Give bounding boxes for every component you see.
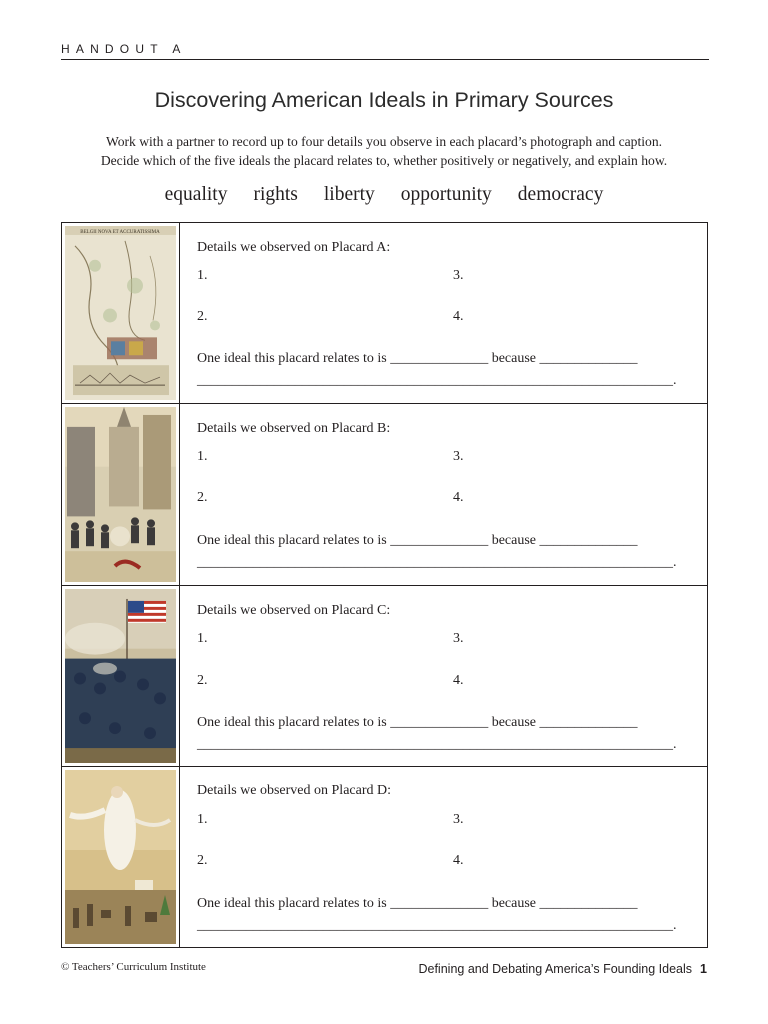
instructions-line-1: Work with a partner to record up to four details you observe in each placard’s photograph and caption. bbox=[105, 134, 663, 149]
placard-d-item-3: 3. bbox=[453, 812, 464, 827]
placard-c-answer-line: ____________________________________________________________________. bbox=[197, 737, 677, 752]
placard-row-d bbox=[62, 767, 707, 947]
placard-a-heading: Details we observed on Placard A: bbox=[197, 240, 391, 255]
placard-a-image bbox=[62, 223, 180, 403]
ideal-democracy: democracy bbox=[517, 184, 604, 205]
placard-a-item-3: 3. bbox=[453, 268, 464, 283]
placard-d-answer-line: ____________________________________________________________________. bbox=[197, 918, 677, 933]
placard-c-item-2: 2. bbox=[197, 673, 208, 688]
placard-c-image bbox=[62, 586, 180, 766]
placard-d-item-1: 1. bbox=[197, 812, 208, 827]
placard-b-answer-line: ____________________________________________________________________. bbox=[197, 555, 677, 570]
handout-label: HANDOUT A bbox=[61, 42, 187, 56]
copyright-notice: © Teachers’ Curriculum Institute bbox=[61, 961, 206, 973]
placard-row-a bbox=[62, 223, 707, 404]
placard-b-item-2: 2. bbox=[197, 490, 208, 505]
placard-a-ideal-line: One ideal this placard relates to is ______________ because ______________ bbox=[197, 351, 638, 366]
page-number: 1 bbox=[700, 962, 707, 976]
placard-c-heading: Details we observed on Placard C: bbox=[197, 603, 391, 618]
placard-c-ideal-line: One ideal this placard relates to is ______________ because ______________ bbox=[197, 715, 638, 730]
placard-d-heading: Details we observed on Placard D: bbox=[197, 783, 391, 798]
page-title: Discovering American Ideals in Primary Sources bbox=[154, 88, 614, 112]
placard-b-item-3: 3. bbox=[453, 449, 464, 464]
placard-a-item-4: 4. bbox=[453, 309, 464, 324]
placard-d-item-2: 2. bbox=[197, 853, 208, 868]
footer-book-info bbox=[418, 962, 707, 976]
header-rule bbox=[61, 59, 709, 60]
street-scene-illustration bbox=[65, 407, 176, 582]
placard-b-ideal-line: One ideal this placard relates to is ______________ because ______________ bbox=[197, 533, 638, 548]
placard-b-item-1: 1. bbox=[197, 449, 208, 464]
westward-scene-illustration bbox=[65, 770, 176, 944]
ideal-opportunity: opportunity bbox=[400, 184, 492, 205]
placard-c-item-4: 4. bbox=[453, 673, 464, 688]
ideal-equality: equality bbox=[164, 184, 228, 205]
map-cartouche-text: BELGII NOVA ET ACCURATISSIMA bbox=[80, 229, 160, 235]
placard-d-item-4: 4. bbox=[453, 853, 464, 868]
ideal-rights: rights bbox=[253, 184, 298, 205]
placard-c-item-1: 1. bbox=[197, 631, 208, 646]
placard-d-ideal-line: One ideal this placard relates to is ______________ because ______________ bbox=[197, 896, 638, 911]
placard-row-b bbox=[62, 404, 707, 586]
ideal-liberty: liberty bbox=[323, 184, 375, 205]
placard-table bbox=[61, 222, 708, 948]
placard-a-item-1: 1. bbox=[197, 268, 208, 283]
ideals-list bbox=[0, 184, 768, 206]
book-title: Defining and Debating America’s Founding Ideals bbox=[418, 962, 693, 976]
placard-c-item-3: 3. bbox=[453, 631, 464, 646]
placard-a-answer-line: ____________________________________________________________________. bbox=[197, 373, 677, 388]
map-illustration bbox=[65, 226, 176, 400]
placard-row-c bbox=[62, 586, 707, 767]
placard-b-item-4: 4. bbox=[453, 490, 464, 505]
instructions-line-2: Decide which of the five ideals the placard relates to, whether positively or negatively, and explain how. bbox=[100, 153, 668, 168]
placard-b-image bbox=[62, 404, 180, 585]
placard-b-heading: Details we observed on Placard B: bbox=[197, 421, 391, 436]
battle-scene-illustration bbox=[65, 589, 176, 763]
placard-a-item-2: 2. bbox=[197, 309, 208, 324]
placard-d-image bbox=[62, 767, 180, 947]
